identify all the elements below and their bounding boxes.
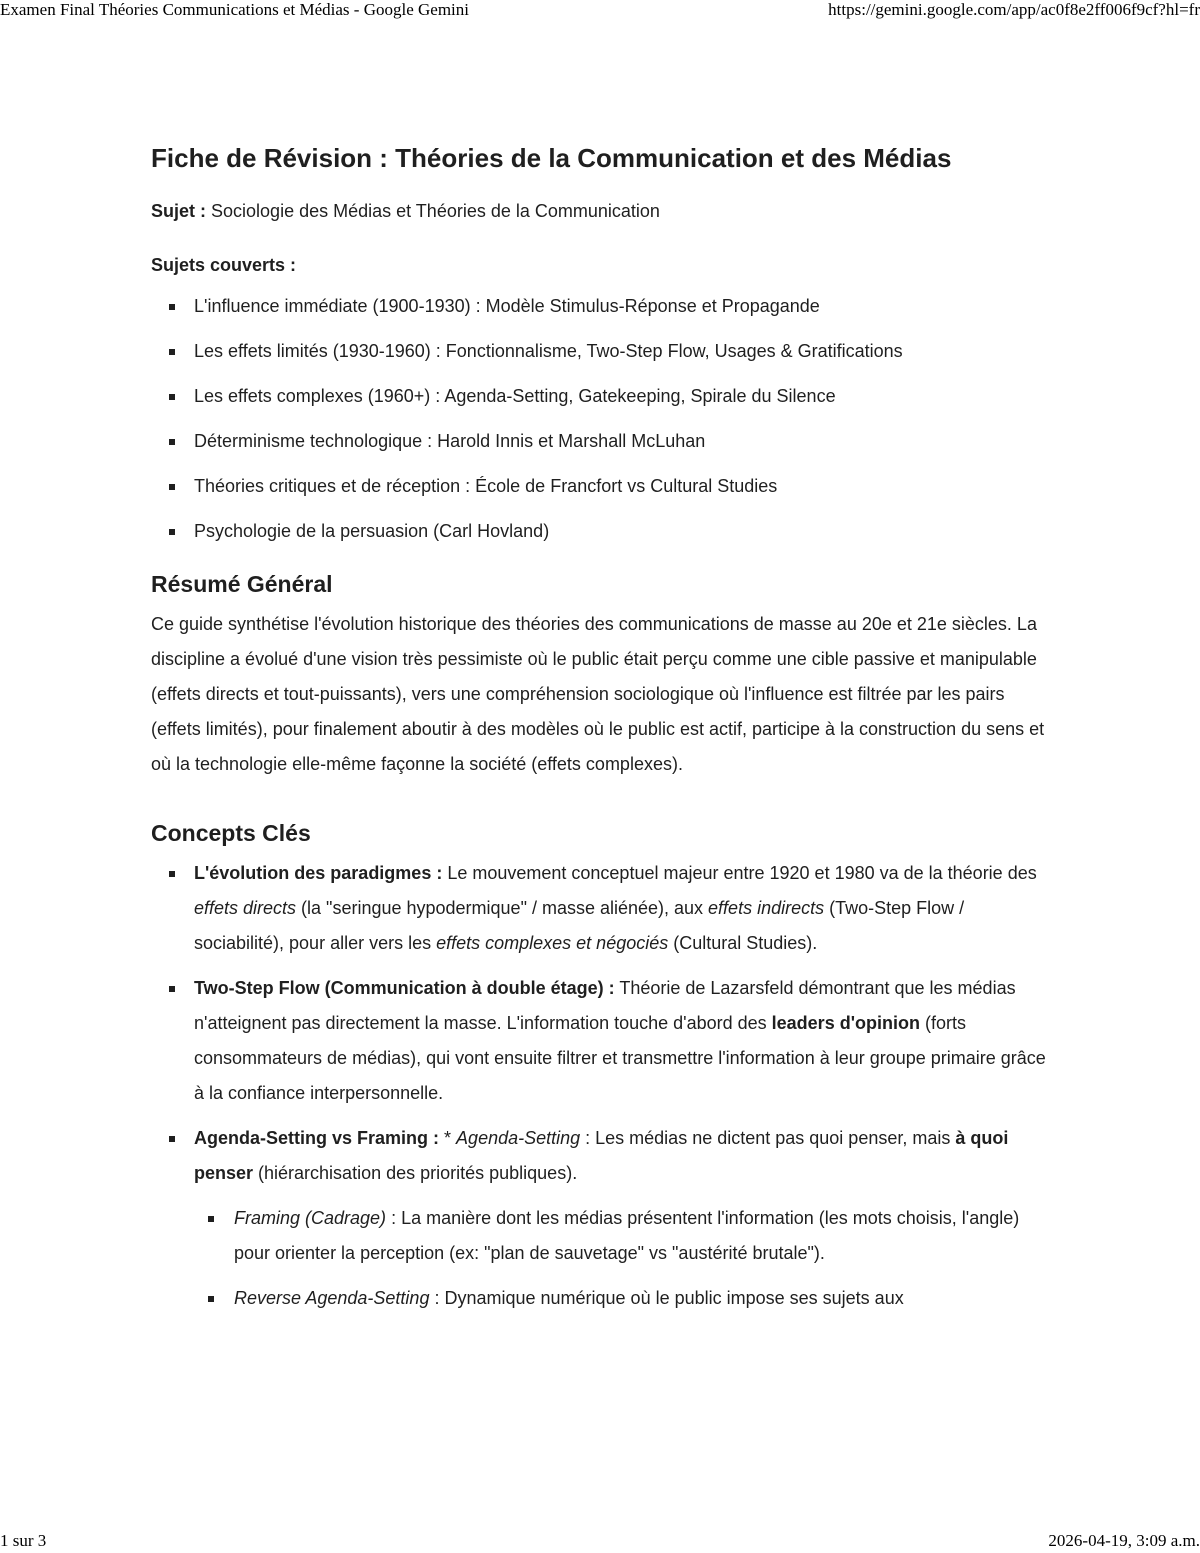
summary-paragraph: Ce guide synthétise l'évolution historique des théories des communications de masse au 20e et 21e siècles. La discipline a évolué d'une vision très pessimiste où le public était perçu comme une cible passive et manipulable (effets directs et tout-puissants), vers une compréhension sociologique où l'influence est filtrée par les pairs (effets limités), pour finalement aboutir à des modèles où le public est actif, participe à la construction du sens et où la technologie elle-même façonne la société (effets complexes). [151, 614, 1045, 774]
page-indicator: 1 sur 3 [0, 1531, 47, 1550]
concept-agenda-setting: Agenda-Setting vs Framing : * Agenda-Setting : Les médias ne dictent pas quoi penser, mais à quoi penser (hiérarchisation des priorités publiques). Framing (Cadrage) : La manière dont les médias présentent l'information (les mots choisis, l'angle) pour orienter la perception (ex: "plan de sauvetage" vs "austérité brutale"). Reverse Agenda-Setting : Dynamique numérique où le public impose ses sujets aux [151, 1121, 1051, 1316]
list-item: L'influence immédiate (1900-1930) : Modèle Stimulus-Réponse et Propagande [151, 289, 1051, 324]
sub-list-item: Framing (Cadrage) : La manière dont les médias présentent l'information (les mots choisis, l'angle) pour orienter la perception (ex: "plan de sauvetage" vs "austérité brutale"). [194, 1201, 1051, 1271]
bullet-square-icon [169, 986, 175, 992]
bullet-square-icon [169, 529, 175, 535]
bullet-square-icon [169, 349, 175, 355]
concepts-heading: Concepts Clés [151, 820, 311, 846]
bullet-square-icon [169, 304, 175, 310]
covered-topics-list [151, 289, 1051, 549]
concept-paradigms: L'évolution des paradigmes : Le mouvement conceptuel majeur entre 1920 et 1980 va de la théorie des effets directs (la "seringue hypodermique" / masse aliénée), aux effets indirects (Two-Step Flow / sociabilité), pour aller vers les effets complexes et négociés (Cultural Studies). [151, 856, 1051, 961]
agenda-setting-sublist [194, 1201, 1051, 1316]
bullet-square-icon [169, 871, 175, 877]
list-item: Les effets limités (1930-1960) : Fonctionnalisme, Two-Step Flow, Usages & Gratifications [151, 334, 1051, 369]
document-content [151, 140, 1051, 1326]
bullet-square-icon [169, 484, 175, 490]
list-item: Déterminisme technologique : Harold Innis et Marshall McLuhan [151, 424, 1051, 459]
print-footer [0, 1531, 1200, 1553]
bullet-square-icon [208, 1216, 214, 1222]
bullet-square-icon [208, 1296, 214, 1302]
subject-line [151, 194, 1051, 229]
print-header [0, 0, 1200, 24]
bullet-square-icon [169, 439, 175, 445]
subject-value: Sociologie des Médias et Théories de la Communication [206, 201, 660, 221]
list-item: Théories critiques et de réception : École de Francfort vs Cultural Studies [151, 469, 1051, 504]
subject-label: Sujet : [151, 201, 207, 221]
document-title: Fiche de Révision : Théories de la Communication et des Médias [151, 143, 952, 173]
summary-heading: Résumé Général [151, 571, 333, 597]
sub-list-item: Reverse Agenda-Setting : Dynamique numérique où le public impose ses sujets aux [194, 1281, 1051, 1316]
print-page-url[interactable]: https://gemini.google.com/app/ac0f8e2ff006f9cf?hl=fr [828, 0, 1200, 19]
list-item: Les effets complexes (1960+) : Agenda-Setting, Gatekeeping, Spirale du Silence [151, 379, 1051, 414]
concept-two-step-flow: Two-Step Flow (Communication à double étage) : Théorie de Lazarsfeld démontrant que les médias n'atteignent pas directement la masse. L'information touche d'abord des leaders d'opinion (forts consommateurs de médias), qui vont ensuite filtrer et transmettre l'information à leur groupe primaire grâce à la confiance interpersonnelle. [151, 971, 1051, 1111]
print-timestamp: 2026-04-19, 3:09 a.m. [1048, 1531, 1200, 1550]
print-page-title: Examen Final Théories Communications et Médias - Google Gemini [0, 0, 469, 19]
concepts-list [151, 856, 1051, 1316]
bullet-square-icon [169, 394, 175, 400]
list-item: Psychologie de la persuasion (Carl Hovland) [151, 514, 1051, 549]
bullet-square-icon [169, 1136, 175, 1142]
covered-topics-label: Sujets couverts : [151, 255, 297, 275]
